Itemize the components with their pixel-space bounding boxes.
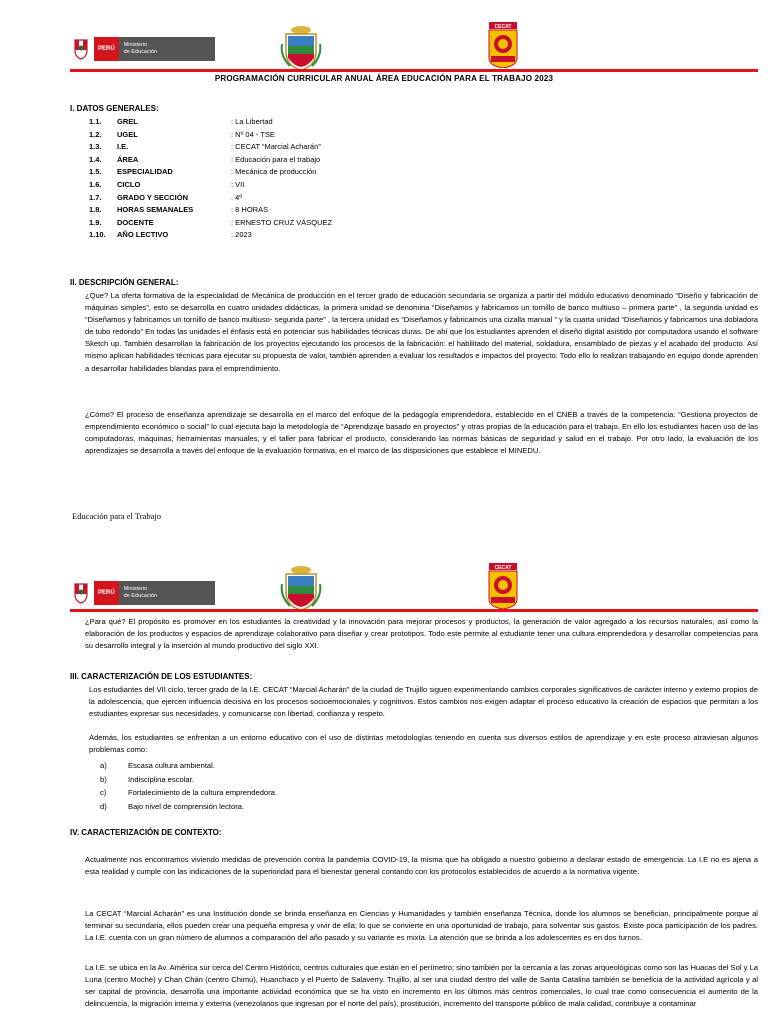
- descripcion-para-que-paragraph: ¿Para qué? El propósito es promover en los estudiantes la creatividad y la innovación para mejorar procesos y productos, la generación de valor agregado a los recursos naturales, así como la elaboración de los productos y espacios de aprendizaje colaborativo para diseñar y crear prototipos. Todo este permite al estudiante tener una cultura emprendedora y desarrollar competencias para su desarrollo integral y la inserción al mundo productivo del siglo XXI.: [85, 617, 758, 651]
- section-heading-contexto: IV. CARACTERIZACIÓN DE CONTEXTO:: [70, 828, 222, 837]
- datos-row-number: 1.1.: [89, 117, 102, 126]
- datos-row-value: : La Libertad: [231, 117, 273, 126]
- minedu-logo: [72, 37, 215, 61]
- datos-row-label: GRADO Y SECCIÓN: [117, 192, 188, 202]
- estudiantes-paragraph-1: Los estudiantes del VII ciclo, tercer grado de la I.E. CECAT “Marcial Acharán” de la ciudad de Trujillo siguen experimentando cambios corporales significativos de carácter interno y externo propios de la adolescencia, que ejercen influencia decisiva en los procesos socioemocionales y cognitivos. Estos cambios nos exigen adaptar el proceso educativo la creación de espacios que permitan a los estudiantes expresar sus necesidades, y comunicarse con libertad, confianza y respeto.: [89, 685, 758, 719]
- problem-text: Indisciplina escolar.: [128, 774, 194, 784]
- datos-row-value: : Mecánica de producción: [231, 167, 317, 177]
- svg-text:CECAT: CECAT: [494, 564, 512, 571]
- datos-row: [89, 167, 389, 178]
- datos-row-number: 1.6.: [89, 180, 102, 189]
- cecat-logo: [487, 22, 519, 73]
- cecat-logo-page2: [487, 563, 519, 614]
- peru-label: PERÚ: [94, 37, 119, 61]
- header-divider: [70, 69, 758, 72]
- datos-row: [89, 117, 389, 128]
- datos-row-label: ÁREA: [117, 154, 139, 164]
- datos-row-label: I.E.: [117, 142, 129, 152]
- datos-row-label: GREL: [117, 117, 138, 126]
- datos-row-value: : VII: [231, 180, 245, 189]
- problem-list-item: [100, 761, 500, 773]
- estudiantes-paragraph-2: Además, los estudiantes se enfrentan a un entorno educativo con el uso de distintas metodologías teniendo en cuenta sus diversos estilos de aprendizaje y en este proceso atraviesan algunos problemas como:: [89, 733, 758, 755]
- datos-row: [89, 230, 389, 241]
- contexto-paragraph-3: La I.E. se ubica en la Av. América sur cerca del Centro Histórico, centros culturales que están en el perímetro; sino también por la cercanía a las zonas arqueológicas como son las Huacas del Sol y La Luna (centro Moche) y Chan Chán (centro Chimú), Huanchaco y el Puerto de Salaverry. Trujillo, al ser una ciudad dentro del valle de Santa Catalina también se beneficia de la actividad agrícola y al ser capital de provincia, desarrolla una importante actividad económica que se ha visto en incremento en los últimos más centros comerciales, lo cual trae como consecuencia el aumento de la delincuencia, la migración interna y externa (venezolanos que ingresan por el norte del país), prostitución, incremento del transporte público de mala calidad, contribuye a contaminar: [85, 963, 758, 1009]
- peru-emblem-icon: [72, 581, 90, 605]
- ministry-name: Ministerio de Educación: [119, 37, 215, 61]
- datos-row-number: 1.9.: [89, 217, 102, 227]
- header-divider-page2: [70, 609, 758, 612]
- contexto-paragraph-1: Actualmente nos encontramos viviendo medidas de prevención contra la pandemia COVID-19, la misma que ha obligado a nuestro gobierno a declarar estado de emergencia. La I.E no es ajena a esta realidad y cumple con las indicaciones de la superioridad para el bienestar general contando con los protocolos establecidos de acuerdo a la normativa vigente.: [85, 855, 758, 877]
- datos-row-value: : 8 HORAS: [231, 205, 269, 215]
- datos-row-number: 1.3.: [89, 142, 102, 152]
- section-heading-descripcion: II. DESCRIPCIÓN GENERAL:: [70, 278, 179, 287]
- datos-row-value: . 4º: [231, 192, 243, 202]
- section-heading-estudiantes: III. CARACTERIZACIÓN DE LOS ESTUDIANTES:: [70, 672, 253, 681]
- descripcion-como-paragraph: ¿Cómo? El proceso de enseñanza aprendizaje se desarrolla en el marco del enfoque de la pedagogía emprendedora, establecido en el CNEB a través de la competencia: “Gestiona proyectos de emprendimiento económico o social” lo cual ejecuta bajo la metodología de “Aprendizaje basado en proyectos” y otras propias de la educación para el trabajo. En ello los estudiantes hacen uso de las computadoras, máquinas, herramientas manuales, y el taller para fabricar el producto, considerando las normas básicas de seguridad y salud en el trabajo. Por otro lado, la evaluación de los aprendizajes se desarrolla a través del enfoque de la evaluación formativa, en el marco de las disposiciones que establece el MINEDU.: [85, 410, 758, 456]
- problem-list-item: [100, 775, 500, 787]
- datos-row-label: CICLO: [117, 180, 141, 189]
- datos-row-label: UGEL: [117, 129, 138, 139]
- problem-marker: d): [100, 801, 107, 811]
- problem-text: Escasa cultura ambiental.: [128, 761, 215, 770]
- problem-marker: c): [100, 788, 107, 797]
- datos-row-number: 1.4.: [89, 154, 102, 164]
- datos-row-number: 1.10.: [89, 230, 106, 240]
- minedu-logo-page2: [72, 581, 215, 605]
- datos-row: [89, 155, 389, 166]
- datos-row: [89, 180, 389, 191]
- datos-row-label: HORAS SEMANALES: [117, 205, 194, 215]
- datos-row: [89, 130, 389, 141]
- datos-row-number: 1.2.: [89, 129, 102, 139]
- datos-row: [89, 142, 389, 153]
- svg-text:CECAT: CECAT: [494, 23, 512, 30]
- descripcion-que-paragraph: ¿Que? La oferta formativa de la especialidad de Mecánica de producción en el tercer grado de educación secundaria se organiza a partir del módulo educativo denominado “Diseño y fabricación de máquinas simples”, esto se desarrolla en cuatro unidades didácticas, la primera unidad se denomina “Diseñamos y fabricamos un tornillo de banco multiuso – primera parte” , la segunda unidad es “Diseñamos y fabricamos un tornillo de banco multiuso- segunda parte” , la tercera unidad es “Diseñamos y fabricamos una cizalla manual ” y la cuarta unidad “Diseñamos y fabricamos una dobladora de tubo redondo” En todas las unidades el énfasis está en potenciar sus habilidades técnicas duras. De ahí que los estudiantes aprenden el diseño digital asistido por computadora usando el software Sketch up. También desarrollan la fabricación de los proyectos ejecutando los procesos de la fabricación: el habilitado del material, soldadura, ensamblado de piezas y el acabado del producto. Así mismo aplican habilidades técnicas para ejecutar su propuesta de valor, también aprenden a evaluar los resultados e impactos del proyecto. Todo ello lo realizan trabajando en equipo donde aprenden a desarrollar habilidades blandas para el emprendimiento.: [85, 291, 758, 373]
- problem-list-item: [100, 788, 500, 800]
- ministry-name: Ministerio de Educación: [119, 581, 215, 605]
- document-title: PROGRAMACIÓN CURRICULAR ANUAL ÁREA EDUCACIÓN PARA EL TRABAJO 2023: [214, 74, 554, 83]
- datos-row-number: 1.5.: [89, 167, 102, 177]
- problem-marker: b): [100, 774, 107, 784]
- datos-row-label: ESPECIALIDAD: [117, 167, 173, 177]
- problem-marker: a): [100, 761, 107, 770]
- datos-row: [89, 193, 389, 204]
- datos-row-value: : Educación para el trabajo: [231, 154, 321, 164]
- datos-row-label: DOCENTE: [117, 217, 154, 227]
- peru-label: PERÚ: [94, 581, 119, 605]
- peru-emblem-icon: [72, 37, 90, 61]
- datos-row: [89, 218, 389, 229]
- problem-text: Fortalecimiento de la cultura emprendedora.: [128, 788, 278, 797]
- datos-row-value: : CECAT “Marcial Acharán”: [231, 142, 321, 152]
- contexto-paragraph-2: La CECAT “Marcial Acharán” es una Institución donde se brinda enseñanza en Ciencias y Humanidades y también enseñanza Técnica, donde los alumnos se benefician, principalmente porque al terminar su secundaria, ellos pueden crear una pequeña empresa y vivir de ella; lo que se convierte en una oportunidad de trabajo, para solventar sus gastos. Existe poca participación de los padres. La I.E. cuenta con un gran número de alumnos a comparación del año pasado y su variante es mixta. La atención que se brinda a los adolescentes es en dos turnos.: [85, 909, 758, 943]
- datos-row-value: : Nº 04 - TSE: [231, 129, 275, 139]
- datos-row: [89, 205, 389, 216]
- datos-row-value: : ERNESTO CRUZ VÁSQUEZ: [231, 217, 333, 227]
- datos-row-value: : 2023: [231, 230, 252, 240]
- problem-list-item: [100, 802, 500, 814]
- datos-row-number: 1.7.: [89, 192, 102, 202]
- page-footer: Educación para el Trabajo: [72, 511, 161, 521]
- problem-text: Bajo nivel de comprensión lectora.: [128, 801, 245, 811]
- datos-row-number: 1.8.: [89, 205, 102, 215]
- datos-row-label: AÑO LECTIVO: [117, 230, 169, 240]
- section-heading-datos: I. DATOS GENERALES:: [70, 104, 159, 113]
